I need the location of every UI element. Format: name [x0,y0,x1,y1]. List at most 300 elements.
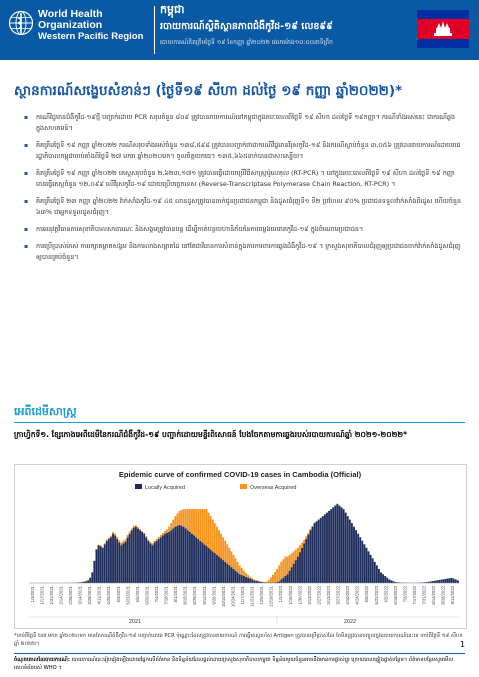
bar-overseas [191,509,193,534]
bar-overseas [118,540,120,542]
header-divider [154,6,155,54]
bar-local [301,548,303,583]
bar-overseas [201,509,203,542]
bar-overseas [272,575,274,583]
summary-item: ▪ ការប្រើប្រាស់ម៉ាស់ ការរក្សាគម្លាតសង្គម និងការលាងសម្អាតដៃ នៅតែជាវិធានការសំខាន់ក្នុងការការពារការឆ្លងជំងឺកូវីដ-១៩ ។ ក្រសួងសុខាភិបាលជំរុញឲ្យប្រជាជនចាក់វ៉ាក់សាំងដូសជំរុញឲ្យបានគ្រប់ចំនួន។ [24,241,462,263]
bar-local [199,541,201,583]
bar-overseas [147,540,149,541]
x-tick-label: 12/5/2021 [259,586,265,605]
bar-local [287,574,289,583]
bar-local [336,504,338,583]
bar-local [239,574,241,583]
bar-local [330,509,332,583]
bar-overseas [289,555,291,571]
bar-overseas [195,509,197,537]
bar-overseas [276,569,278,582]
bar-local [355,530,357,583]
page-title: ស្ថានការណ៍សង្ខេបសំខាន់ៗ (ថ្ងៃទី១៩ សីហា ដល់ថ្ងៃ ១៩ កញ្ញា ឆ្នាំ២០២២)* [14,83,403,99]
bar-local [108,539,110,583]
bar-overseas [258,581,260,582]
bar-local [228,565,230,583]
bar-overseas [274,572,276,583]
x-tick-label: 5/22/2022 [373,586,379,605]
bar-local [351,523,353,583]
bar-overseas [122,541,124,544]
header-report-date: របាយការណ៍គិតត្រឹមថ្ងៃទី ១៩ ខែកញ្ញា ឆ្នាំ២០២២ វេលាម៉ោង១០:០០នាទីព្រឹក [160,39,333,46]
bar-local [197,539,199,583]
bar-local [361,541,363,583]
bar-overseas [230,551,232,567]
bar-local [93,561,95,583]
bar-overseas [307,533,309,535]
bar-local [322,516,324,583]
bar-local [137,528,139,583]
bar-local [455,579,457,583]
legend-label: Locally Acquired [145,485,186,491]
bar-local [154,543,156,583]
bar-local [237,572,239,583]
x-tick-label: 8/14/2022 [431,586,437,605]
bar-local [449,578,451,583]
bar-local [374,562,376,583]
bar-local [295,560,297,583]
bar-overseas [224,541,226,562]
year-label: 2021 [128,619,142,625]
bar-local [214,553,216,583]
bar-local [87,580,89,583]
bar-local [141,532,143,583]
bar-local [316,521,318,583]
bar-local [345,513,347,583]
x-tick-label: 7/4/2021 [154,586,159,603]
bar-local [100,546,102,583]
bar-local [293,564,295,583]
bar-local [191,534,193,583]
bar-local [453,579,455,583]
bar-overseas [280,562,282,580]
epidemic-curve-chart [14,464,467,629]
bar-local [162,535,164,583]
bar-local [193,535,195,583]
bar-overseas [156,539,158,541]
bar-local [318,520,320,583]
bar-overseas [247,575,249,578]
bar-local [145,537,147,583]
summary-item: ▪ គិតត្រឹមថ្ងៃទី ១៩ កញ្ញា ឆ្នាំ២០២២ ករណីសរុបទាំងអស់ចំនួន ១៣៨,៥៩៨ ត្រូវបានបញ្ជាក់ថាជាករណីវិជ្ជមានវីរុសកូវីដ-១៩ និងករណីស្លាប់ចំនួន ៣,០៥៦ ត្រូវបានរាយការណ៍ដោយរាជរដ្ឋាភិបាលកម្ពុជាចាប់តាំងពីថ្ងៃទី ២៧ មករា ឆ្នាំ២០២០មក។ ចូលចិត្តយកធេ។ ១៣៥,៦៦៥នាក់បានជាសះស្បើយ។ [24,140,462,162]
bar-local [334,506,336,583]
bar-local [174,527,176,583]
bar-overseas [316,521,318,522]
bar-local [208,548,210,583]
bar-local [384,576,386,583]
bar-local [187,530,189,583]
bar-local [102,548,104,583]
bar-local [210,550,212,583]
summary-item: ▪ គិតត្រឹមថ្ងៃទី ២៣ កញ្ញា ឆ្នាំ២០២២ វ៉ាក់សាំងកូវីដ-១៩ ៤៥ លានដូសត្រូវបានចាក់ជូនប្រជាជនកម្ពុជា និងដូសជំរុញទី១ ទី២ ប្រហែល ៩០% ប្រជាជនទទួលវ៉ាក់សាំងពីរដូស ហើយចំនួន ៦៣% ជាអ្នកទទួលដូសជំរុញ។ [24,196,462,218]
x-tick-label: 7/17/2022 [412,586,417,605]
x-tick-label: 1/16/2022 [287,586,293,605]
bar-local [457,580,459,583]
x-tick-label: 7/18/2021 [163,586,169,605]
legend-swatch [240,484,247,489]
bar-local [166,533,168,583]
bar-overseas [179,511,181,525]
bar-local [251,579,253,583]
org-line1: World Health [38,8,103,20]
bar-overseas [170,523,172,530]
bar-local [451,578,453,583]
legend-label: Overseas Acquired [250,485,297,491]
bar-local [222,560,224,583]
bar-overseas [214,523,216,553]
bar-local [326,513,328,583]
who-wordmark [38,9,143,42]
bar-overseas [249,577,251,579]
bar-overseas [268,580,270,583]
bar-overseas [141,531,143,532]
x-tick-label: 6/6/2021 [134,586,140,603]
bar-overseas [235,558,237,570]
bar-overseas [301,543,303,548]
bar-overseas [174,516,176,527]
x-tick-label: 2/28/2021 [68,586,73,605]
bar-overseas [287,557,289,575]
bar-local [312,527,314,583]
bar-overseas [266,582,268,583]
bar-local [104,544,106,583]
bar-overseas [270,577,272,582]
bar-local [112,534,114,583]
org-line3: Western Pacific Region [38,31,144,42]
bar-local [303,543,305,583]
legend-swatch [135,484,142,489]
bar-local [386,578,388,583]
bar-local [172,528,174,583]
footer-text: របាយការណ៍នេះរៀបរៀងឡើងដោយផ្អែកលើព័ត៌មាន និងទិន្នន័យដែលផ្តល់ដោយក្រសួងសុខាភិបាលកម្ពុជា ទិន្នន័យមួយចំនួនអាចនឹងមានការផ្លាស់ប្តូរ ក្រោយពេលផ្ទៀងផ្ទាត់បន្ថែម។ ព័ត៌មានបន្ថែមសូមមើលគេហទំព័ររបស់ WHO ។ [14,657,454,671]
chart-title: Epidemic curve of confirmed COVID-19 cases in Cambodia (Official) [118,470,362,479]
bar-local [201,543,203,583]
bar-local [370,555,372,583]
bar-local [125,542,127,583]
bar-overseas [112,532,114,534]
bar-overseas [98,545,100,546]
bar-local [255,581,257,583]
x-tick-label: 4/25/2021 [106,586,112,605]
bar-local [224,562,226,583]
bar-overseas [143,533,145,534]
bar-local [440,580,442,583]
bar-local [139,530,141,583]
summary-item: ▪ ការអនុវត្តវិធានការសុខាភិបាលសាធារណៈ និងសង្គមត្រូវបានបន្ត ដើម្បីកាត់បន្ថយហានិភ័យនៃការចម្លងមេរោគកូវីដ-១៩ ក្នុងចំណោមប្រជាជន។ [24,224,462,235]
bar-overseas [176,513,178,525]
bar-overseas [102,547,104,548]
bar-overseas [253,579,255,580]
bar-local [176,526,178,583]
x-tick-label: 5/8/2022 [364,586,370,603]
bar-local [434,581,436,583]
bar-local [332,507,334,583]
bar-local [127,537,129,583]
bar-local [233,569,235,583]
bar-overseas [166,529,168,533]
header-title-block [154,3,399,57]
bar-local [359,537,361,583]
bar-overseas [285,557,287,576]
footer [14,656,465,672]
cambodia-flag-icon [417,10,469,48]
bar-overseas [154,541,156,543]
bar-overseas [193,509,195,535]
bar-overseas [222,537,224,560]
year-label: 2022 [343,619,357,625]
chart-canvas [15,465,466,628]
bar-local [135,527,137,583]
bar-overseas [282,559,284,577]
bar-local [289,571,291,583]
bar-overseas [245,573,247,577]
bar-local [349,520,351,583]
bar-overseas [295,550,297,561]
bar-overseas [218,530,220,556]
bar-local [444,579,446,583]
bar-overseas [162,533,164,535]
bar-local [291,567,293,583]
bar-local [216,555,218,583]
bar-local [380,572,382,583]
bar-overseas [309,529,311,530]
bar-local [388,579,390,583]
bar-overseas [233,555,235,569]
summary-list [24,112,462,269]
x-tick-label: 5/23/2021 [125,586,131,605]
bar-local [147,541,149,583]
x-tick-label: 6/19/2022 [392,586,398,605]
bar-local [372,558,374,583]
bar-local [447,579,449,583]
bar-local [195,537,197,583]
bar-overseas [243,571,245,576]
bar-overseas [125,539,127,541]
bar-overseas [106,540,108,541]
bar-local [131,530,133,583]
bar-local [129,534,131,583]
x-tick-label: 11/21/2021 [249,586,255,607]
bar-overseas [303,540,305,544]
bar-local [91,572,93,583]
x-tick-label: 6/5/2022 [383,586,389,603]
bar-local [220,558,222,583]
bar-local [353,527,355,583]
bar-overseas [160,535,162,537]
summary-item: ▪ គិតត្រឹមថ្ងៃទី ១៩ កញ្ញា ឆ្នាំ២០២២ តេស្តសរុបចំនួន ២,៦២៣,១៧១ ត្រូវបានធ្វើដោយប្រើវិធីសាស្ត្រម៉ូលេគុល (RT-PCR) ។ នៅក្នុងរយៈពេលពីថ្ងៃទី ១៩ សីហា ដល់ថ្ងៃទី ១៩ កញ្ញា មានធ្វើតេស្តចំនួន ១២,០៩៩ លើវីរុសកូវីដ-១៩ ដោយប្រើបច្ចេកទេស (Reverse-Transcriptase Polymerase Chain Reaction, RT-PCR) ។ [24,168,462,190]
bar-overseas [183,509,185,527]
bar-local [143,534,145,583]
bar-local [324,514,326,583]
bar-local [376,565,378,583]
bar-local [438,580,440,583]
bar-overseas [237,562,239,573]
bar-local [206,546,208,583]
bar-overseas [255,580,257,581]
bar-overseas [251,578,253,579]
bar-local [297,557,299,583]
bar-local [226,564,228,583]
bar-local [133,528,135,583]
x-tick-label: 4/11/2021 [96,586,102,605]
bar-local [230,567,232,583]
footer-label: ចំណុចគោលនៃរបាយការណ៍: [14,657,70,663]
bar-local [118,543,120,583]
chart-note: *ចាប់ពីថ្ងៃទី ២៧ មករា ឆ្នាំ២០២០មក មានតែករណីជំងឺកូវីដ-១៩ បញ្ជាក់ដោយ PCR ប៉ុណ្ណោះដែលត្រូវបានរាយការណ៍ ការធ្វើតេស្តរហ័ស Antigen ត្រូវបានប្រើប្រាស់ដែរ តែមិនត្រូវបានបញ្ចូលក្នុងរបាយការណ៍នេះទេ ចាប់ពីថ្ងៃទី ១៩ សីហា ឆ្នាំ ២០២២។ [14,633,463,647]
bar-local [156,541,158,583]
bar-overseas [135,525,137,527]
bar-local [185,528,187,583]
bar-local [164,534,166,583]
bar-overseas [305,536,307,539]
bar-overseas [239,565,241,574]
bar-local [116,539,118,583]
x-tick-label: 12/19/2021 [268,586,274,607]
x-tick-label: 2/14/2021 [58,586,64,605]
bar-local [241,575,243,583]
bar-overseas [228,548,230,566]
bar-local [390,580,392,583]
x-tick-label: 9/11/2022 [450,586,456,605]
bar-overseas [145,536,147,537]
bar-overseas [197,509,199,539]
bar-local [95,550,97,583]
bar-local [183,527,185,583]
bar-overseas [212,520,214,552]
bar-local [339,506,341,583]
bar-overseas [104,543,106,544]
bar-overseas [220,534,222,559]
report-header [0,0,479,60]
bar-local [235,571,237,583]
x-tick-label: 1/2/2022 [278,586,284,603]
bar-local [341,507,343,583]
bar-local [253,580,255,583]
bar-overseas [299,545,301,552]
bar-overseas [149,542,151,543]
bar-overseas [199,509,201,541]
bar-local [357,534,359,583]
x-tick-label: 10/24/2021 [230,586,236,607]
bar-local [382,574,384,583]
bar-local [343,509,345,583]
bar-local [314,523,316,583]
bar-local [98,545,100,583]
x-tick-label: 1/17/2021 [39,586,45,605]
bar-local [307,535,309,583]
bar-local [120,545,122,583]
bar-overseas [208,513,210,548]
bar-overseas [110,536,112,538]
bar-local [247,578,249,583]
bar-overseas [278,565,280,581]
x-tick-label: 8/15/2021 [182,586,188,605]
bar-overseas [152,544,154,546]
bar-overseas [181,510,183,526]
bar-local [158,539,160,583]
bar-overseas [137,527,139,528]
x-tick-label: 9/26/2021 [211,586,217,605]
x-tick-label: 7/31/2022 [421,586,427,605]
bar-overseas [293,551,295,563]
x-tick-label: 1/31/2021 [48,586,54,605]
bar-local [363,544,365,583]
bar-overseas [203,509,205,544]
bar-local [203,544,205,583]
bar-overseas [189,509,191,532]
bar-local [149,543,151,583]
x-tick-label: 4/24/2022 [354,586,360,605]
bar-local [114,535,116,583]
bar-local [378,569,380,583]
x-tick-label: 2/27/2022 [316,586,322,605]
bar-local [168,532,170,583]
x-tick-label: 1/30/2022 [297,586,303,605]
bar-local [305,539,307,583]
bar-overseas [120,543,122,545]
bar-overseas [226,544,228,563]
x-tick-label: 1/3/2021 [29,586,35,603]
bar-local [179,525,181,583]
section-rule [14,422,465,423]
x-tick-label: 3/28/2021 [87,586,93,605]
bar-local [282,578,284,583]
bar-overseas [291,553,293,567]
who-emblem-icon [8,10,34,36]
header-report-title: របាយការណ៍ស្ថិតិស្ថានភាពជំងឺកូវីដ-១៩ លេខ៩៩ [160,21,333,32]
bar-overseas [100,545,102,546]
bar-overseas [312,526,314,527]
bar-overseas [131,528,133,530]
bar-overseas [185,509,187,528]
page-number: 1 [460,640,466,649]
bar-overseas [139,529,141,530]
org-line2: Organization [38,19,103,31]
bar-local [436,580,438,583]
bar-overseas [129,532,131,534]
x-tick-label: 3/14/2021 [77,586,83,605]
bar-local [110,537,112,583]
x-tick-label: 7/3/2022 [402,586,408,603]
bar-overseas [164,531,166,534]
bar-overseas [133,526,135,528]
bar-overseas [216,527,218,555]
bar-local [181,526,183,583]
bar-overseas [127,535,129,537]
bar-local [243,576,245,583]
bar-overseas [114,534,116,536]
x-tick-label: 11/7/2021 [240,586,245,605]
bar-local [285,576,287,583]
bar-local [152,545,154,583]
bar-local [170,530,172,583]
bar-overseas [210,516,212,549]
x-tick-label: 9/12/2021 [201,586,207,605]
bar-overseas [314,522,316,523]
x-tick-label: 8/29/2021 [192,586,198,605]
x-tick-label: 5/9/2021 [115,586,121,603]
x-tick-label: 6/20/2021 [144,586,150,605]
bar-local [89,578,91,583]
x-tick-label: 2/13/2022 [306,586,312,605]
bar-local [218,557,220,583]
bar-local [309,530,311,583]
bar-overseas [108,538,110,539]
